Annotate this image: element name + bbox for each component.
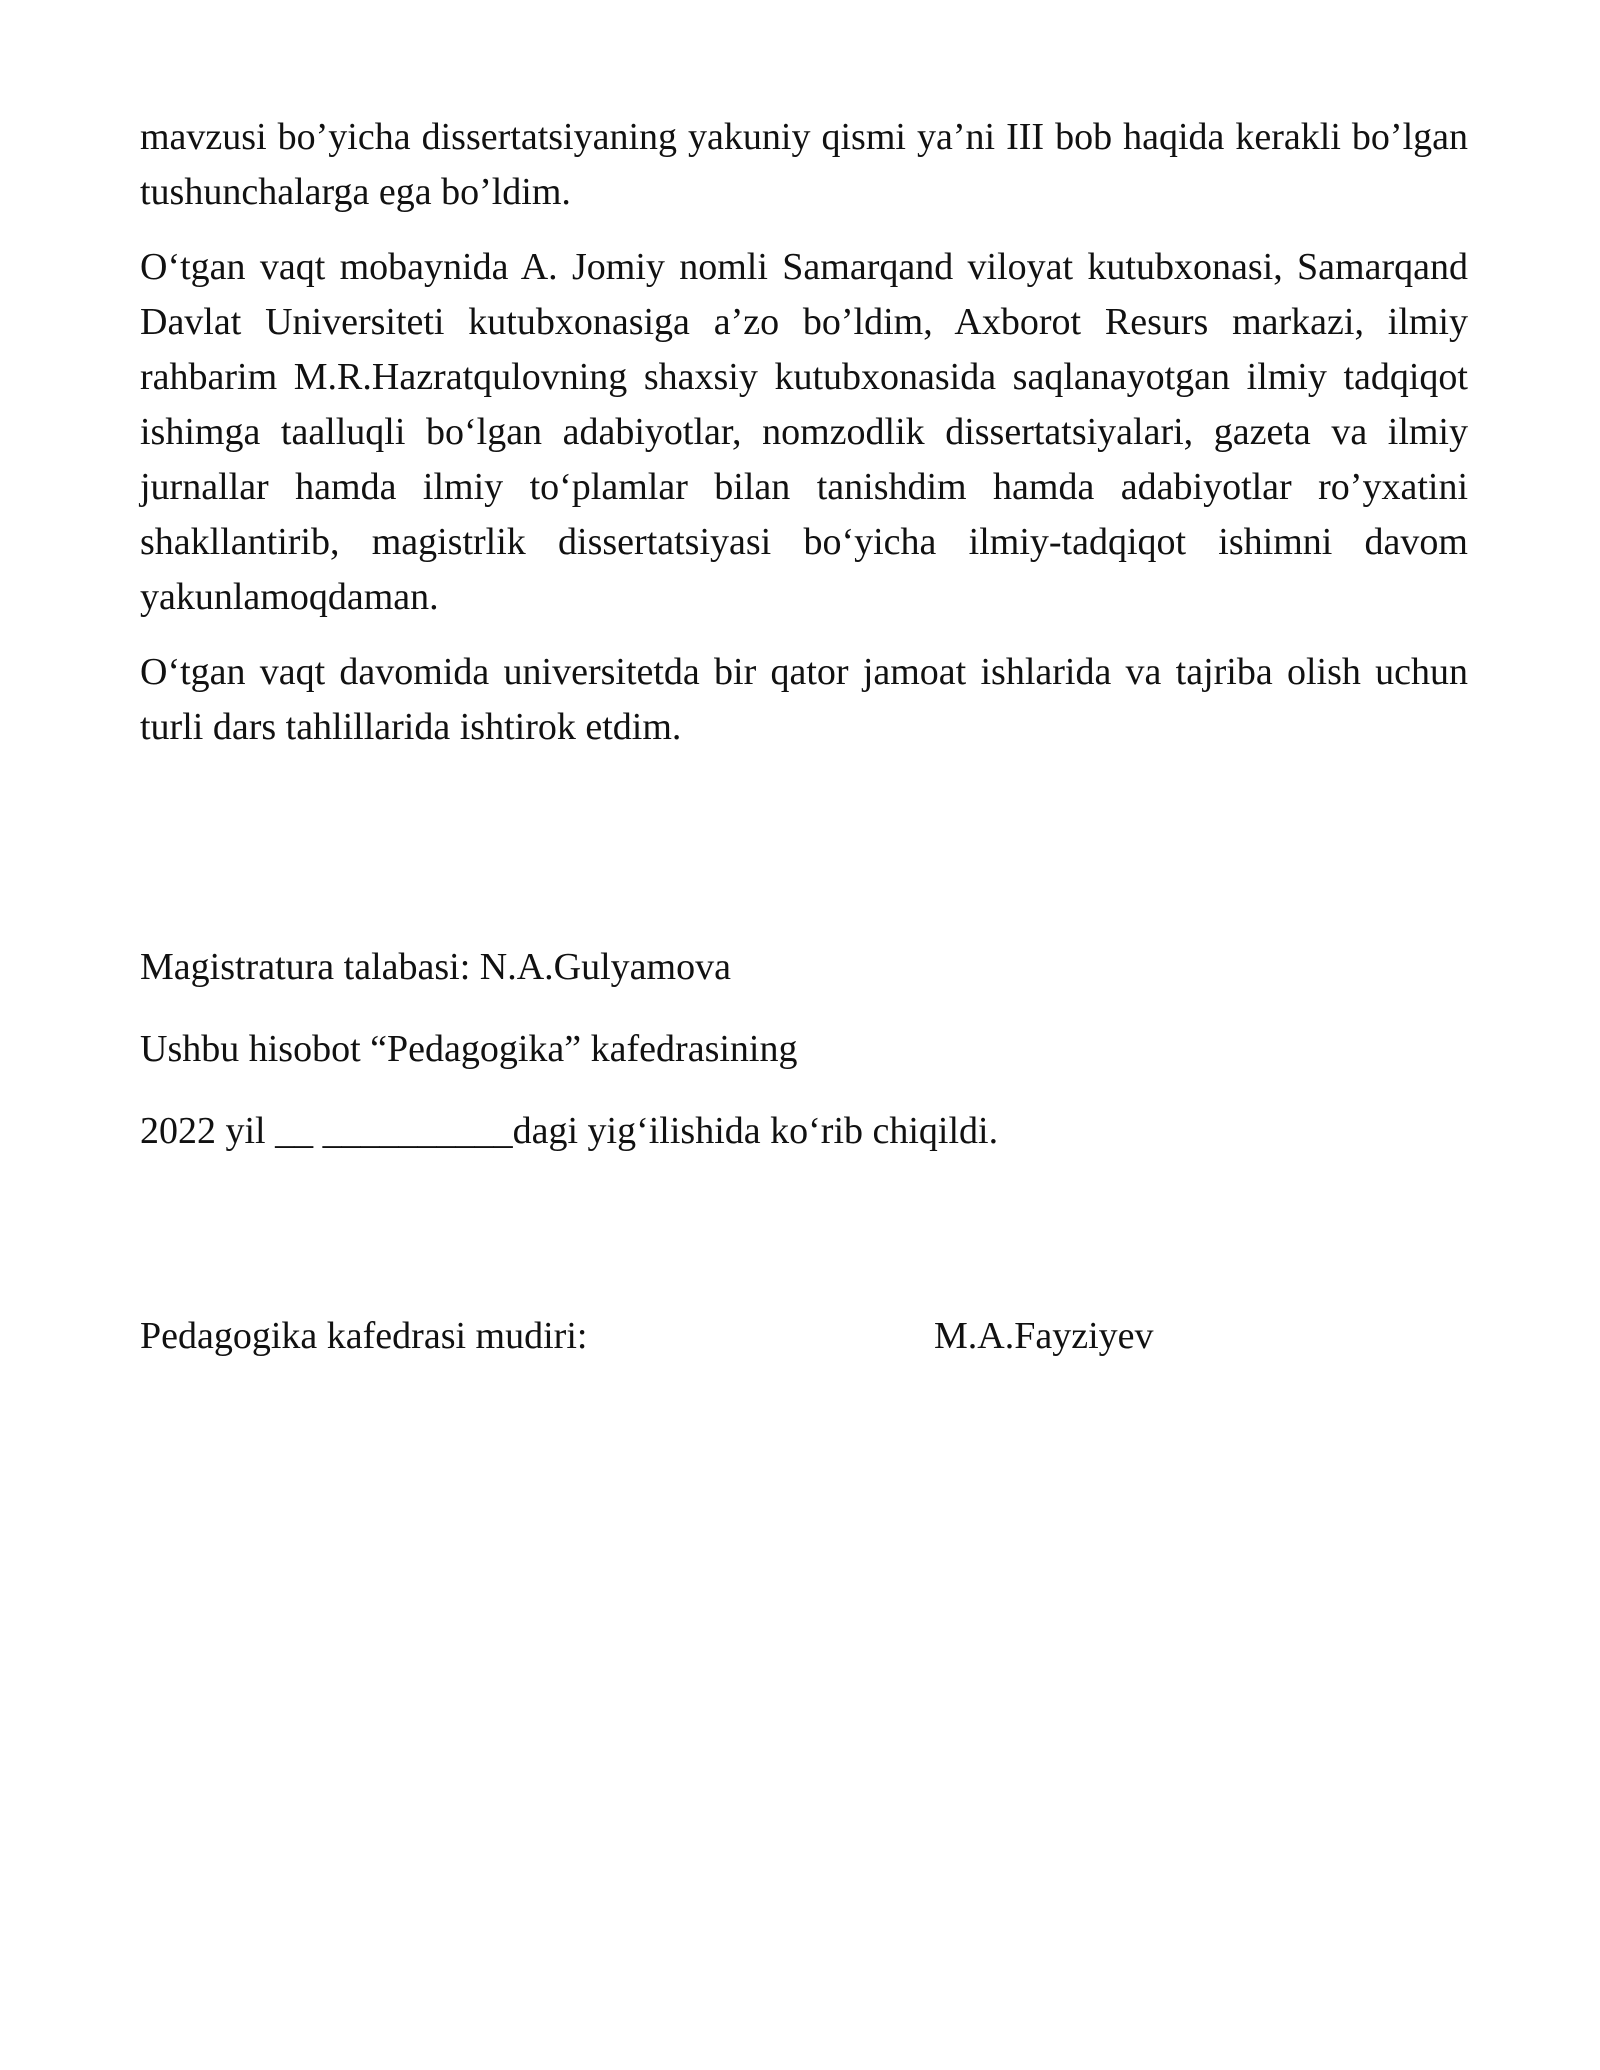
paragraph-1: mavzusi bo’yicha dissertatsiyaning yakuniy qismi ya’ni III bob haqida kerakli bo’lgan tushunchalarga ega bo’ldim. xyxy=(140,116,1468,213)
date-line: 2022 yil __ __________dagi yig‘ilishida ko‘rib chiqildi. xyxy=(140,1110,999,1152)
report-line: Ushbu hisobot “Pedagogika” kafedrasining xyxy=(140,1028,798,1070)
spacer xyxy=(140,1159,1468,1309)
signature-row xyxy=(140,1309,1468,1364)
document-page xyxy=(140,110,1468,1364)
paragraph-2: O‘tgan vaqt mobaynida A. Jomiy nomli Samarqand viloyat kutubxonasi, Samarqand Davlat Universiteti kutubxonasiga a’zo bo’ldim, Axborot Resurs markazi, ilmiy rahbarim M.R.Hazratqulovning shaxsiy kutubxonasida saqlanayotgan ilmiy tadqiqot ishimga taalluqli bo‘lgan adabiyotlar, nomzodlik dissertatsiyalari, gazeta va ilmiy jurnallar hamda ilmiy to‘plamlar bilan tanishdim hamda adabiyotlar ro’yxatini shakllantirib, magistrlik dissertatsiyasi bo‘yicha ilmiy-tadqiqot ishimni davom yakunlamoqdaman. xyxy=(140,246,1468,618)
signature-name: M.A.Fayziyev xyxy=(934,1315,1154,1357)
student-line: Magistratura talabasi: N.A.Gulyamova xyxy=(140,946,731,988)
spacer xyxy=(140,775,1468,940)
signature-title: Pedagogika kafedrasi mudiri: xyxy=(140,1315,588,1357)
paragraph-3: O‘tgan vaqt davomida universitetda bir qator jamoat ishlarida va tajriba olish uchun turli dars tahlillarida ishtirok etdim. xyxy=(140,651,1468,748)
